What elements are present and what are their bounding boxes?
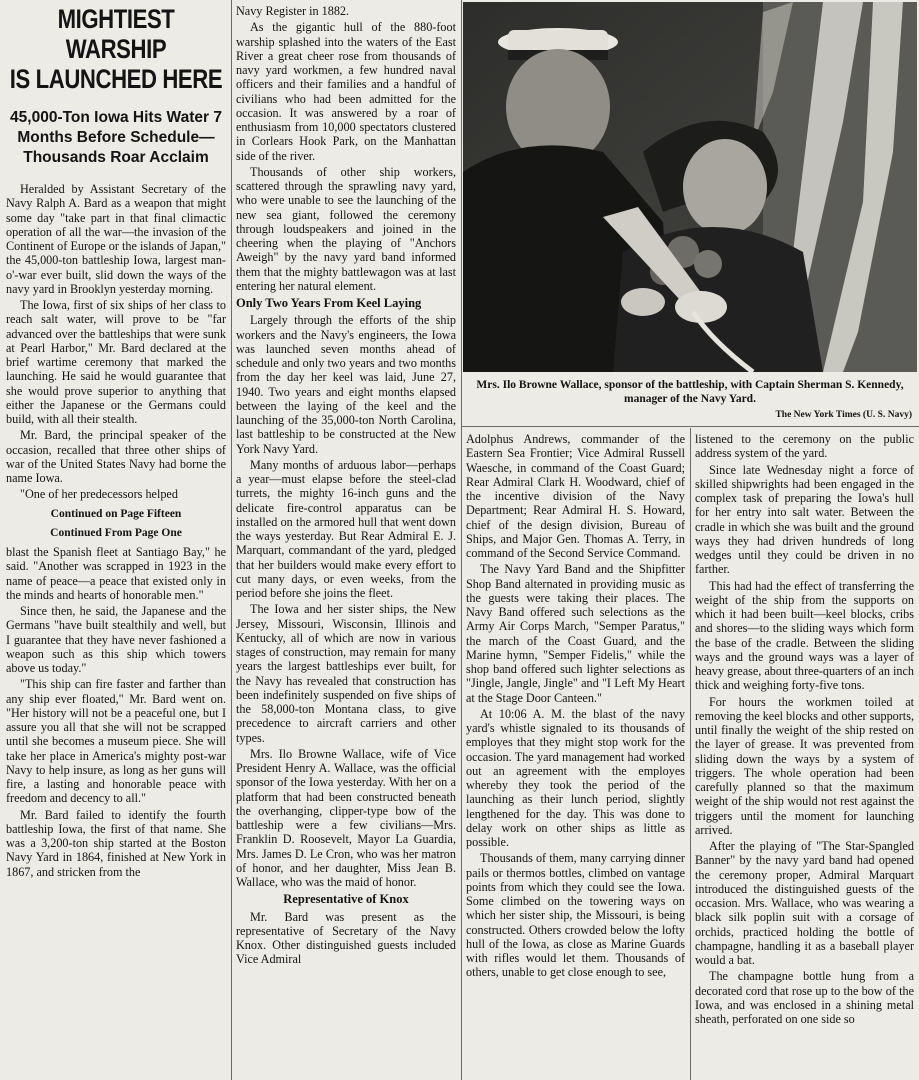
paragraph: After the playing of "The Star-Spangled Banner" by the navy yard band had opened the ceremony proper, Admiral Marquart introduced the distinguished guests of the occasion. Mrs. Wallace, who was wearing a black silk poplin suit with a corsage of orchids, practiced holding the bottle of champagne, handling it as a baseball player would a bat. — [695, 839, 914, 967]
paragraph: Adolphus Andrews, commander of the Eastern Sea Frontier; Vice Admiral Russell Waesche, in command of the Coast Guard; Rear Admiral Clark H. Woodward, chief of the incentive division of the Navy Department; Rear Admiral H. S. Howard, chief of the design division, Bureau of Ships, and Major Gen. Thomas A. Terry, in command of the Second Service Command. — [466, 432, 685, 560]
paragraph: Since then, he said, the Japanese and the Germans "have built stealthily and well, but I guarantee that they have never fashioned a weapon such as this ship which towers above us today." — [6, 604, 226, 675]
section-subhead: Only Two Years From Keel Laying — [236, 296, 422, 310]
headline-line-2: IS LAUNCHED HERE — [9, 64, 223, 94]
paragraph: listened to the ceremony on the public address system of the yard. — [695, 432, 914, 461]
paragraph: The Navy Yard Band and the Shipfitter Shop Band alternated in providing music as the guests were taking their places. The Navy Band offered such selections as the Army Air Corps March, "Semper Paratus," the march of the Coast Guard, and the Marine hymn, "Semper Fidelis," while the shop band offered such lighter selections as "Jingle, Jangle, Jingle" and "I Left My Heart at the Stage Door Canteen." — [466, 562, 685, 705]
paragraph: This had had the effect of transferring the weight of the ship from the supports on which it had been built—keel blocks, cribs and shores—to the sliding ways which form the base of the cradle. Between the sliding ways and the ground ways was a layer of heavy grease, about three-quarters of an inch thick and weighing forty-five tons. — [695, 578, 914, 693]
paragraph: At 10:06 A. M. the blast of the navy yard's whistle signaled to its thousands of employes that they might stop work for the occasion. The yard management had worked out an agreement with the employes whereby they took the period of the launching as their lunch period, slightly lengthened for the day. This was done to delay work on other ships as little as possible. — [466, 706, 685, 849]
column-rule — [231, 0, 232, 1080]
photo-caption: Mrs. Ilo Browne Wallace, sponsor of the battleship, with Captain Sherman S. Kennedy, manager of the Navy Yard. — [476, 379, 904, 405]
section-subhead: Representative of Knox — [283, 892, 409, 907]
column-1 — [6, 4, 226, 1080]
headline-line-1: MIGHTIEST WARSHIP — [57, 4, 175, 64]
column-rule — [461, 0, 462, 1080]
paragraph: Heralded by Assistant Secretary of the Navy Ralph A. Bard as a weapon that might some day "take part in that final climactic operation of all the war—the invasion of the Continent of Europe or the islands of Japan," the 45,000-ton battleship Iowa, largest man-o'-war ever built, slid down the ways of the navy yard in Brooklyn yesterday morning. — [6, 182, 226, 296]
photo-divider — [462, 426, 919, 427]
paragraph: As the gigantic hull of the 880-foot warship splashed into the waters of the East River a great cheer rose from thousands of navy yard workmen, a few hundred naval officers and their families and a handful of civilians who had been admitted for the occasion. It was answered by a roar of enthusiasm from 10,000 spectators clustered in Corlears Hook Park, on the Manhattan side of the river. — [236, 20, 456, 163]
paragraph: For hours the workmen toiled at removing the keel blocks and other supports, until finally the weight of the ship rested on the layer of grease. It was prevented from sliding down the ways by a system of triggers. The whole operation had been carefully planned so that the maximum weight of the ship would not rest against the triggers until the moment for launching arrived. — [695, 694, 914, 837]
headline — [6, 4, 226, 94]
photo-credit: The New York Times (U. S. Navy) — [775, 410, 912, 420]
paragraph: Mr. Bard, the principal speaker of the occasion, recalled that three other ships of war of the United States Navy had borne the name Iowa. — [6, 428, 226, 485]
launch-photo — [463, 2, 917, 372]
paragraph: The Iowa, first of six ships of her class to reach salt water, will prove to be "far advanced over the battleships that were sunk at Pearl Harbor," Mr. Bard declared at the brief wartime ceremony that marked the launching. He said he would guarantee that she would prove superior to anything that either the Japanese or the Germans could build, with all their stealth. — [6, 298, 226, 426]
paragraph: Thousands of them, many carrying dinner pails or thermos bottles, climbed on vantage points from which they could see the Iowa. Some climbed on the towering ways on which her sister ship, the Missouri, is being constructed. Others crowded below the lofty hull of the Iowa, as close as Marine Guards with rifles would let them. Thousands of others, unable to get close enough to see, — [466, 851, 685, 980]
column-4 — [695, 432, 914, 1080]
paragraph: Many months of arduous labor—perhaps a year—must elapse before the steel-clad turrets, the mighty 16-inch guns and the delicate fire-control apparatus can be installed on the armored hull that went down the ways yesterday. But Rear Admiral E. J. Marquart, commandant of the yard, pledged that her builders would make every effort to cut many days, or even weeks, from the period before she joins the fleet. — [236, 457, 456, 600]
column-2 — [236, 4, 456, 1080]
paragraph: Navy Register in 1882. — [236, 4, 350, 18]
deck-subheadline: 45,000-Ton Iowa Hits Water 7 Months Before Schedule—Thousands Roar Acclaim — [10, 109, 222, 166]
paragraph: Thousands of other ship workers, scattered through the sprawling navy yard, who were unable to see the launching of the new sea giant, followed the ceremony through loudspeakers and joined in the cheering when the playing of "Anchors Aweigh" by the navy yard band informed them that the mighty battlewagon was at last entering her natural element. — [236, 164, 456, 293]
paragraph: Largely through the efforts of the ship workers and the Navy's engineers, the Iowa was launched seven months ahead of schedule and only two years and two months from the day her keel was laid, June 27, 1940. Two years and eight months elapsed between the laying of the keel and the launching of the 35,000-ton North Carolina, last battleship to be constructed at the New York Navy Yard. — [236, 313, 456, 456]
paragraph: "This ship can fire faster and farther than any ship ever floated," Mr. Bard went on. "Her history will not be a peaceful one, but I assure you all that she will not be scrapped until she becomes a museum piece. She will take her place in America's mighty post-war Navy to help insure, as long as her guns will fire, a lasting and honorable peace with freedom and decency to all." — [6, 677, 226, 806]
column-rule — [690, 428, 691, 1080]
paragraph: Mrs. Ilo Browne Wallace, wife of Vice President Henry A. Wallace, was the official sponsor of the Iowa yesterday. With her on a platform that had been constructed beneath the overhanging, clipper-type bow of the battleship were a few civilians—Mrs. Franklin D. Roosevelt, Mayor La Guardia, Mrs. James D. Le Cron, who was her matron of honor, and her daughter, Miss Jean B. Wallace, who was the maid of honor. — [236, 746, 456, 889]
column-3 — [466, 432, 685, 1080]
continued-from-label: Continued From Page One — [50, 526, 182, 539]
paragraph: Mr. Bard was present as the representative of Secretary of the Navy Knox. Other distinguished guests included Vice Admiral — [236, 909, 456, 967]
continued-on-label: Continued on Page Fifteen — [50, 507, 182, 520]
paragraph: Since late Wednesday night a force of skilled shipwrights had been engaged in the complex task of preparing the Iowa's hull for her entry into salt water. Between the cradle in which she was built and the ground ways they had driven hundreds of long wedges until they could be driven in no farther. — [695, 462, 914, 577]
paragraph: blast the Spanish fleet at Santiago Bay," he said. "Another was scrapped in 1923 in the name of peace—a peace that existed only in the minds and hearts of honorable men." — [6, 545, 226, 602]
paragraph: The champagne bottle hung from a decorated cord that rose up to the bow of the Iowa, and was enclosed in a shining metal sheath, perforated on one side so — [695, 969, 914, 1026]
paragraph: "One of her predecessors helped — [20, 487, 178, 502]
photo-illustration — [463, 2, 917, 372]
paragraph: The Iowa and her sister ships, the New Jersey, Missouri, Wisconsin, Illinois and Kentucky, all of which are now in various stages of construction, may remain for many years the largest battleships ever built, for the Navy has revealed that construction has been indefinitely suspended on five ships of the 58,000-ton Montana class, to give precedence to aircraft carriers and other types. — [236, 602, 456, 745]
paragraph: Mr. Bard failed to identify the fourth battleship Iowa, the first of that name. She was a 3,200-ton ship started at the Boston Navy Yard in 1864, finished at New York in 1867, and stricken from the — [6, 807, 226, 879]
